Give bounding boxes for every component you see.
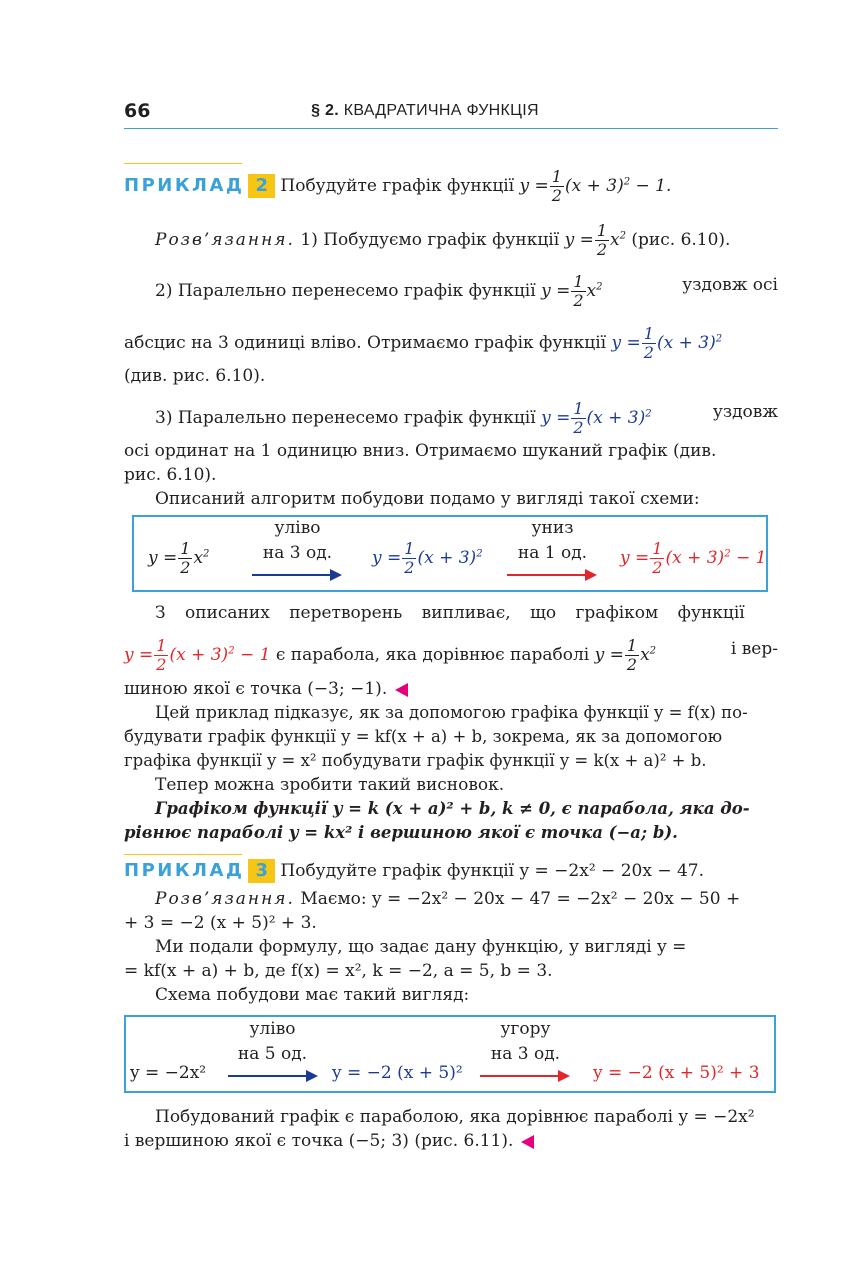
scheme-middle: y = $\frac{1}{2}$ $(x + 3)^2$ (372, 539, 483, 577)
conclusion-line-1: З описаних перетворень випливає, що графіком функції (155, 603, 745, 623)
step-text: 3) Паралельно перенесемо графік функції (155, 408, 536, 428)
section-title (0, 102, 850, 120)
step-text: уздовж осі (682, 275, 778, 295)
example-top-rule (124, 854, 242, 855)
example3-conclusion-1: Побудований графік є параболою, яка дорівнює параболі y = −2x² (155, 1107, 755, 1127)
formula: y = $\frac{1}{2}$ $(x + 3)^2$ (541, 399, 652, 437)
scheme2-label-left-bottom: на 5 од. (237, 1044, 308, 1064)
example3-para-2: = kf(x + a) + b, де f(x) = x², k = −2, a = 5, b = 3. (124, 961, 553, 981)
step-text: Маємо: y = −2x² − 20x − 47 = −2x² − 20x − 50 + (300, 889, 741, 909)
general-line-4: Тепер можна зробити такий висновок. (155, 775, 505, 795)
step-text: і вер- (730, 639, 778, 659)
formula: y = $\frac{1}{2}$ $x^2$ (564, 221, 626, 259)
scheme-label-left-bottom: на 3 од. (262, 543, 333, 563)
example-number: 2 (248, 174, 275, 198)
end-marker-icon (395, 683, 408, 697)
example-number: 3 (248, 859, 275, 883)
solution-step-2-ref: (див. рис. 6.10). (124, 366, 266, 386)
example3-solution-1 (155, 887, 778, 911)
section-number: § 2. (311, 102, 339, 119)
step-text: і вершиною якої є точка (−5; 3) (рис. 6.11). (124, 1131, 514, 1151)
scheme2-arrow-left (228, 1075, 316, 1077)
solution-step-3-ref: рис. 6.10). (124, 465, 217, 485)
scheme2-end: y = −2 (x + 5)² + 3 (593, 1063, 760, 1083)
example3-para-1: Ми подали формулу, що задає дану функцію, у вигляді y = (155, 937, 687, 957)
example3-solution-2: + 3 = −2 (x + 5)² + 3. (124, 913, 317, 933)
solution-step-1 (155, 222, 778, 259)
page-number: 66 (124, 100, 151, 122)
step-text: абсцис на 3 одиниці вліво. Отримаємо графік функції (124, 333, 607, 353)
scheme2-label-right-bottom: на 3 од. (490, 1044, 561, 1064)
scheme-arrow-right (507, 574, 595, 576)
step-text: шиною якої є точка (−3; −1). (124, 679, 388, 699)
example2-heading (124, 168, 778, 205)
example-task: Побудуйте графік функції y = −2x² − 20x − 47. (280, 861, 705, 881)
scheme2-arrow-right (480, 1075, 568, 1077)
step-text: уздовж (712, 402, 778, 422)
task-formula: y = $\frac{1}{2}$ $(x + 3)^2 - 1$. (519, 167, 672, 205)
scheme-label-left-top: уліво (274, 518, 321, 538)
general-line-3: графіка функції y = x² побудувати графік функції y = k(x + a)² + b. (124, 751, 707, 770)
formula: y = $\frac{1}{2}$ $(x + 3)^2 - 1$ (124, 636, 271, 674)
solution-step-3 (155, 400, 778, 437)
scheme-start: y = $\frac{1}{2}$ $x^2$ (148, 539, 210, 577)
solution-step-3-cont: осі ординат на 1 одиницю вниз. Отримаємо шуканий графік (див. (124, 441, 717, 461)
header-rule (124, 128, 778, 129)
solution-word: Розв’язання. (155, 889, 295, 909)
step-text: 2) Паралельно перенесемо графік функції (155, 281, 536, 301)
example3-conclusion-2 (124, 1129, 778, 1153)
example-task: Побудуйте графік функції (280, 176, 515, 196)
scheme-label-right-bottom: на 1 од. (517, 543, 588, 563)
scheme2-start: y = −2x² (130, 1063, 207, 1083)
scheme2-label-right-top: угору (500, 1019, 551, 1039)
scheme-end: y = $\frac{1}{2}$ $(x + 3)^2 - 1$ (620, 539, 767, 577)
scheme-intro: Описаний алгоритм побудови подамо у вигляді такої схеми: (155, 489, 700, 509)
step-ref: (рис. 6.10). (631, 230, 731, 250)
example-label: ПРИКЛАД (124, 860, 245, 881)
example3-scheme-intro: Схема побудови має такий вигляд: (155, 985, 470, 1005)
section-name: КВАДРАТИЧНА ФУНКЦІЯ (343, 102, 539, 119)
step-text: 1) Побудуємо графік функції (300, 230, 560, 250)
conclusion-line-2 (124, 637, 778, 674)
example-top-rule (124, 163, 242, 164)
scheme-arrow-left (252, 574, 340, 576)
example-label: ПРИКЛАД (124, 175, 245, 196)
rule-line-2: рівнює параболі y = kx² і вершиною якої є точка (−a; b). (124, 823, 678, 842)
step-text: є парабола, яка дорівнює параболі (275, 645, 590, 665)
solution-word: Розв’язання. (155, 230, 295, 250)
scheme2-label-left-top: уліво (249, 1019, 296, 1039)
general-line-2: будувати графік функції y = kf(x + a) + b, зокрема, як за допомогою (124, 727, 723, 746)
end-marker-icon (521, 1135, 534, 1149)
scheme-label-right-top: униз (531, 518, 574, 538)
solution-step-2-cont (124, 325, 778, 362)
rule-line-1: Графіком функції y = k (x + a)² + b, k ≠ 0, є парабола, яка до- (155, 799, 750, 818)
formula: y = $\frac{1}{2}$ $(x + 3)^2$ (611, 324, 723, 362)
example3-heading (124, 859, 778, 883)
general-line-1: Цей приклад підказує, як за допомогою графіка функції y = f(x) по- (155, 703, 748, 722)
conclusion-line-3 (124, 677, 778, 701)
formula: y = $\frac{1}{2}$ $x^2$ (541, 272, 603, 310)
scheme2-middle: y = −2 (x + 5)² (332, 1063, 463, 1083)
formula: y = $\frac{1}{2}$ $x^2$ (594, 636, 657, 674)
solution-step-2 (155, 273, 778, 310)
